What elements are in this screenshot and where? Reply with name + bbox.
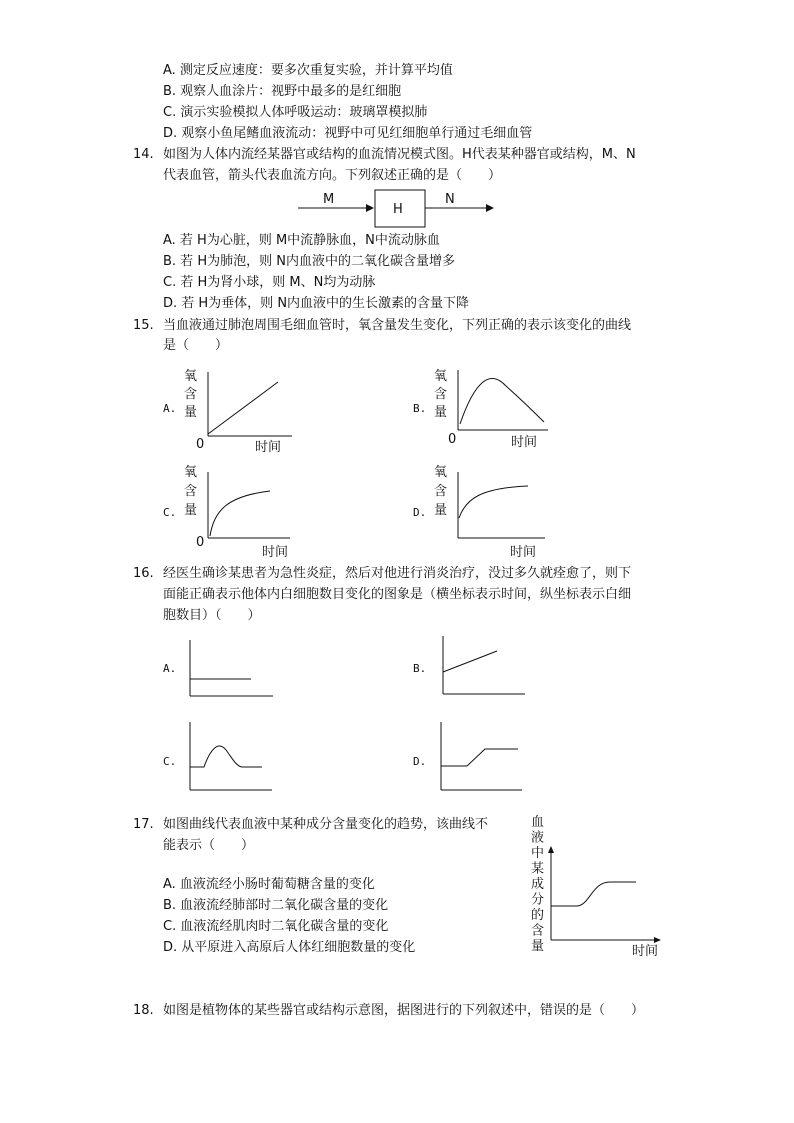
q13-option-a: A. 测定反应速度：要多次重复实验，并计算平均值	[163, 63, 453, 78]
q14-option-b: B. 若 H为肺泡，则 N内血液中的二氧化碳含量增多	[163, 254, 455, 269]
svg-text:C.: C.	[163, 755, 177, 768]
q14-label-h: H	[393, 202, 403, 217]
q17-option-a: A. 血液流经小肠时葡萄糖含量的变化	[163, 877, 375, 892]
q16-stem-line2: 面能正确表示他体内白细胞数目变化的图象是（横坐标表示时间，纵坐标表示白细	[163, 587, 632, 602]
q14-option-c: C. 若 H为肾小球，则 M、N均为动脉	[163, 275, 376, 290]
q16-stem-line1: 经医生确诊某患者为急性炎症，然后对他进行消炎治疗，没过多久就痊愈了，则下	[163, 566, 632, 581]
svg-text:0: 0	[196, 437, 205, 452]
q17-ylabel-char: 的	[531, 908, 545, 923]
q17-ylabel-char: 中	[531, 846, 545, 861]
q15-stem-line2: 是（ ）	[163, 338, 229, 353]
q16-stem-line3: 胞数目）（ ）	[163, 608, 261, 623]
svg-text:时间: 时间	[510, 545, 537, 560]
svg-text:0: 0	[448, 432, 457, 447]
svg-text:0: 0	[196, 535, 205, 550]
q17-ylabel-char: 分	[531, 892, 545, 908]
q14-option-d: D. 若 H为垂体，则 N内血液中的生长激素的含量下降	[163, 296, 470, 311]
svg-text:B.: B.	[413, 662, 427, 675]
q17-ylabel-char: 量	[531, 939, 545, 954]
q17-xlabel: 时间	[632, 944, 659, 959]
svg-text:量: 量	[434, 405, 448, 420]
q17-option-c: C. 血液流经肌肉时二氧化碳含量的变化	[163, 919, 389, 934]
svg-text:量: 量	[184, 405, 198, 420]
q13-option-b: B. 观察人血涂片：视野中最多的是红细胞	[163, 84, 402, 99]
q17-ylabel-char: 某	[531, 861, 545, 877]
q17-ylabel-char: 血	[531, 815, 545, 830]
svg-text:氧: 氧	[184, 369, 198, 384]
svg-text:氧: 氧	[434, 465, 448, 480]
q14-stem-line2: 代表血管，箭头代表血流方向。下列叙述正确的是（ ）	[163, 168, 502, 183]
q14-label-n: N	[445, 192, 455, 207]
svg-text:氧: 氧	[434, 369, 448, 384]
q18-number: 18.	[133, 1003, 154, 1018]
svg-text:含: 含	[184, 484, 198, 499]
svg-text:时间: 时间	[255, 440, 282, 455]
q15-letter-c: C.	[163, 506, 177, 519]
q17-stem-line1: 如图曲线代表血液中某种成分含量变化的趋势，该曲线不	[163, 817, 489, 832]
q14-option-a: A. 若 H为心脏，则 M中流静脉血，N中流动脉血	[163, 233, 440, 248]
q17-ylabel-char: 成	[531, 877, 545, 892]
svg-text:氧: 氧	[184, 465, 198, 480]
q17-ylabel-char: 液	[531, 830, 545, 846]
q17-number: 17.	[133, 817, 154, 832]
q17-ylabel-char: 含	[531, 923, 545, 939]
svg-text:含: 含	[434, 484, 448, 499]
q13-option-d: D. 观察小鱼尾鳍血液流动：视野中可见红细胞单行通过毛细血管	[163, 126, 533, 141]
svg-text:量: 量	[434, 503, 448, 518]
q17-curve	[551, 882, 636, 906]
svg-text:含: 含	[434, 387, 448, 402]
q15-letter-d: D.	[413, 506, 427, 519]
q13-option-c: C. 演示实验模拟人体呼吸运动：玻璃罩模拟肺	[163, 105, 428, 120]
q14-stem-line1: 如图为人体内流经某器官或结构的血流情况模式图。H代表某种器官或结构，M、N	[163, 147, 636, 162]
svg-text:时间: 时间	[262, 545, 289, 560]
q17-option-d: D. 从平原进入高原后人体红细胞数量的变化	[163, 940, 416, 955]
svg-text:含: 含	[184, 387, 198, 402]
q17-stem-line2: 能表示（ ）	[163, 838, 255, 853]
q15-letter-b: B.	[413, 402, 427, 415]
q17-option-b: B. 血液流经肺部时二氧化碳含量的变化	[163, 898, 389, 913]
q14-label-m: M	[323, 192, 335, 207]
q15-stem-line1: 当血液通过肺泡周围毛细血管时，氧含量发生变化，下列正确的表示该变化的曲线	[163, 318, 632, 333]
q14-number: 14.	[133, 147, 154, 162]
svg-text:量: 量	[184, 503, 198, 518]
q16-number: 16.	[133, 566, 154, 581]
q18-stem: 如图是植物体的某些器官或结构示意图，据图进行的下列叙述中，错误的是（ ）	[163, 1003, 645, 1018]
svg-text:时间: 时间	[511, 435, 538, 450]
svg-text:A.: A.	[163, 662, 177, 675]
svg-text:D.: D.	[413, 755, 427, 768]
q15-number: 15.	[133, 318, 154, 333]
q15-letter-a: A.	[163, 402, 177, 415]
